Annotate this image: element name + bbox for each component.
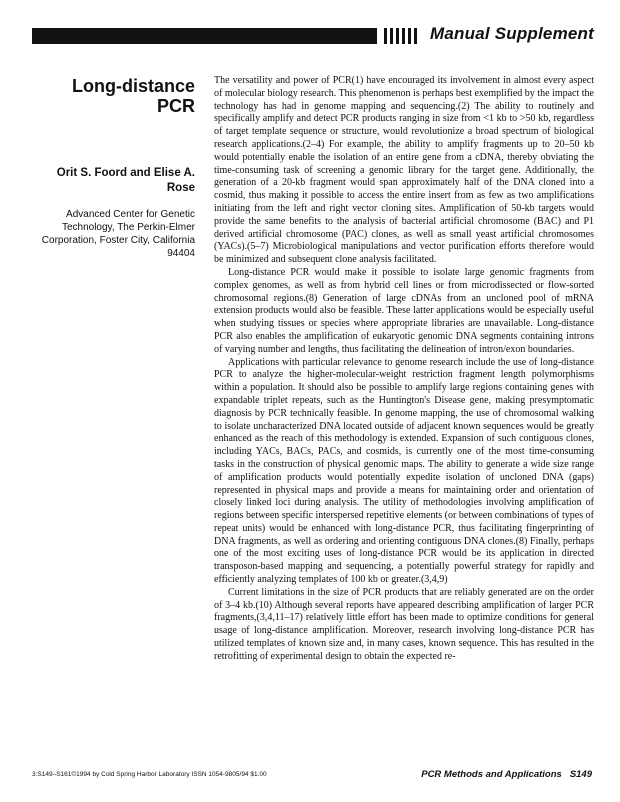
header-banner: [32, 26, 596, 46]
page-number: S149: [569, 769, 592, 780]
page-footer: [32, 769, 596, 783]
header-black-bar: [32, 28, 377, 44]
article-body: [214, 75, 594, 664]
journal-info: [421, 769, 592, 780]
copyright-line: 3:S149–S161©1994 by Cold Spring Harbor Laboratory ISSN 1054-9805/94 $1.00: [32, 771, 267, 778]
author-affiliation: Advanced Center for Genetic Technology, The Perkin-Elmer Corporation, Foster City, California 94404: [41, 209, 195, 259]
article-authors: Orit S. Foord and Elise A. Rose: [56, 167, 195, 194]
header-stripes: [384, 28, 417, 44]
article-title: Long-distance PCR: [71, 76, 195, 116]
body-paragraph-1: The versatility and power of PCR(1) have encouraged its involvement in almost every aspect of molecular biology research. This phenomenon is perhaps best exemplified by the impact the technology has had in genome mapping and sequencing.(2) The ability to routinely and specifically amplify and detect PCR products ranging in size from <1 kb to >50 kb, regardless of target template sequence or structure, would revolutionize a broad spectrum of biological research applications.(2–4) For example, the ability to amplify fragments up to 20–50 kb would potentially enable the isolation of an entire gene from a cDNA, thereby obviating the time-consuming task of screening a genomic library for the target gene. Additionally, the generation of a 20-kb fragment would span approximately half of the DNA cloned into a cosmid, thus making it possible to access the entire insert from as few as two amplifications initiating from the left and right vector cloning sites. Amplification of 50-kb targets would provide the same benefits to the analysis of bacterial artificial chromosome (BAC) and P1 derived artificial chromosome (PAC) clones, as well as small yeast artificial chromosomes (YACs).(5–7) Microbiological manipulations and vector purification efforts therefore would be minimized and subsequent clone analysis facilitated.: [214, 75, 594, 266]
section-label: Manual Supplement: [430, 24, 594, 43]
article-sidebar: [32, 76, 195, 260]
body-paragraph-2: Long-distance PCR would make it possible to isolate large genomic fragments from complex genomes, as well as from hybrid cell lines or from microdissected or flow-sorted chromosomal regions.(8) Generation of large cDNAs from an uncloned pool of mRNA extension products would also be feasible. These latter applications would be especially useful when studying tissues or species where appropriate libraries are unavailable. Long-distance PCR also enables the amplification of eukaryotic genomic DNA segments containing introns of varying number and lengths, thus facilitating the delineation of intron/exon boundaries.: [214, 266, 594, 355]
journal-name: PCR Methods and Applications: [421, 769, 562, 780]
body-paragraph-4: Current limitations in the size of PCR products that are reliably generated are on the order of 3–4 kb.(10) Although several reports have appeared describing amplification of larger PCR fragments,(3,4,11–17) relatively little effort has been made to optimize conditions for general usage of long-distance amplification. Moreover, research involving long-distance PCR has utilized templates of known size and, in many cases, known sequence. This has resulted in the retrofitting of experimental design to obtain the expected re-: [214, 586, 594, 662]
body-paragraph-3: Applications with particular relevance to genome research include the use of long-distance PCR to analyze the higher-molecular-weight restriction fragment length polymorphisms within a population. It should also be possible to amplify large regions containing genes with expandable triplet repeats, such as the Huntington's Disease gene, making presymptomatic diagnosis by PCR technically feasible. In genome mapping, the use of chromosomal walking to isolate uncharacterized DNA located outside of adjacent known sequences would be greatly enhanced as the reach of this methodology is extended. Expansion of such contiguous clones, including YACs, BACs, PACs, and cosmids, is currently one of the most time-consuming tasks in the construction of physical genomic maps. The ability to generate a wide size range of amplification products would potentially expedite isolation of uncloned DNA (gaps) represented in physical maps and provide a means for maintaining order and orientation of closely linked loci during analysis. The utility of methodologies involving amplification of regions between specific interspersed repetitive elements (or between combinations of types of repeat units) would be enhanced with long-distance PCR, thus facilitating fingerprinting of DNA fragments, as well as ordering and orienting contiguous DNA clones.(8) Finally, perhaps one of the most exciting uses of long-distance PCR would be its application in directed transposon-based mapping and sequencing, a potentially powerful strategy for rapidly and efficiently analyzing templates of 100 kb or greater.(3,4,9): [214, 356, 594, 586]
